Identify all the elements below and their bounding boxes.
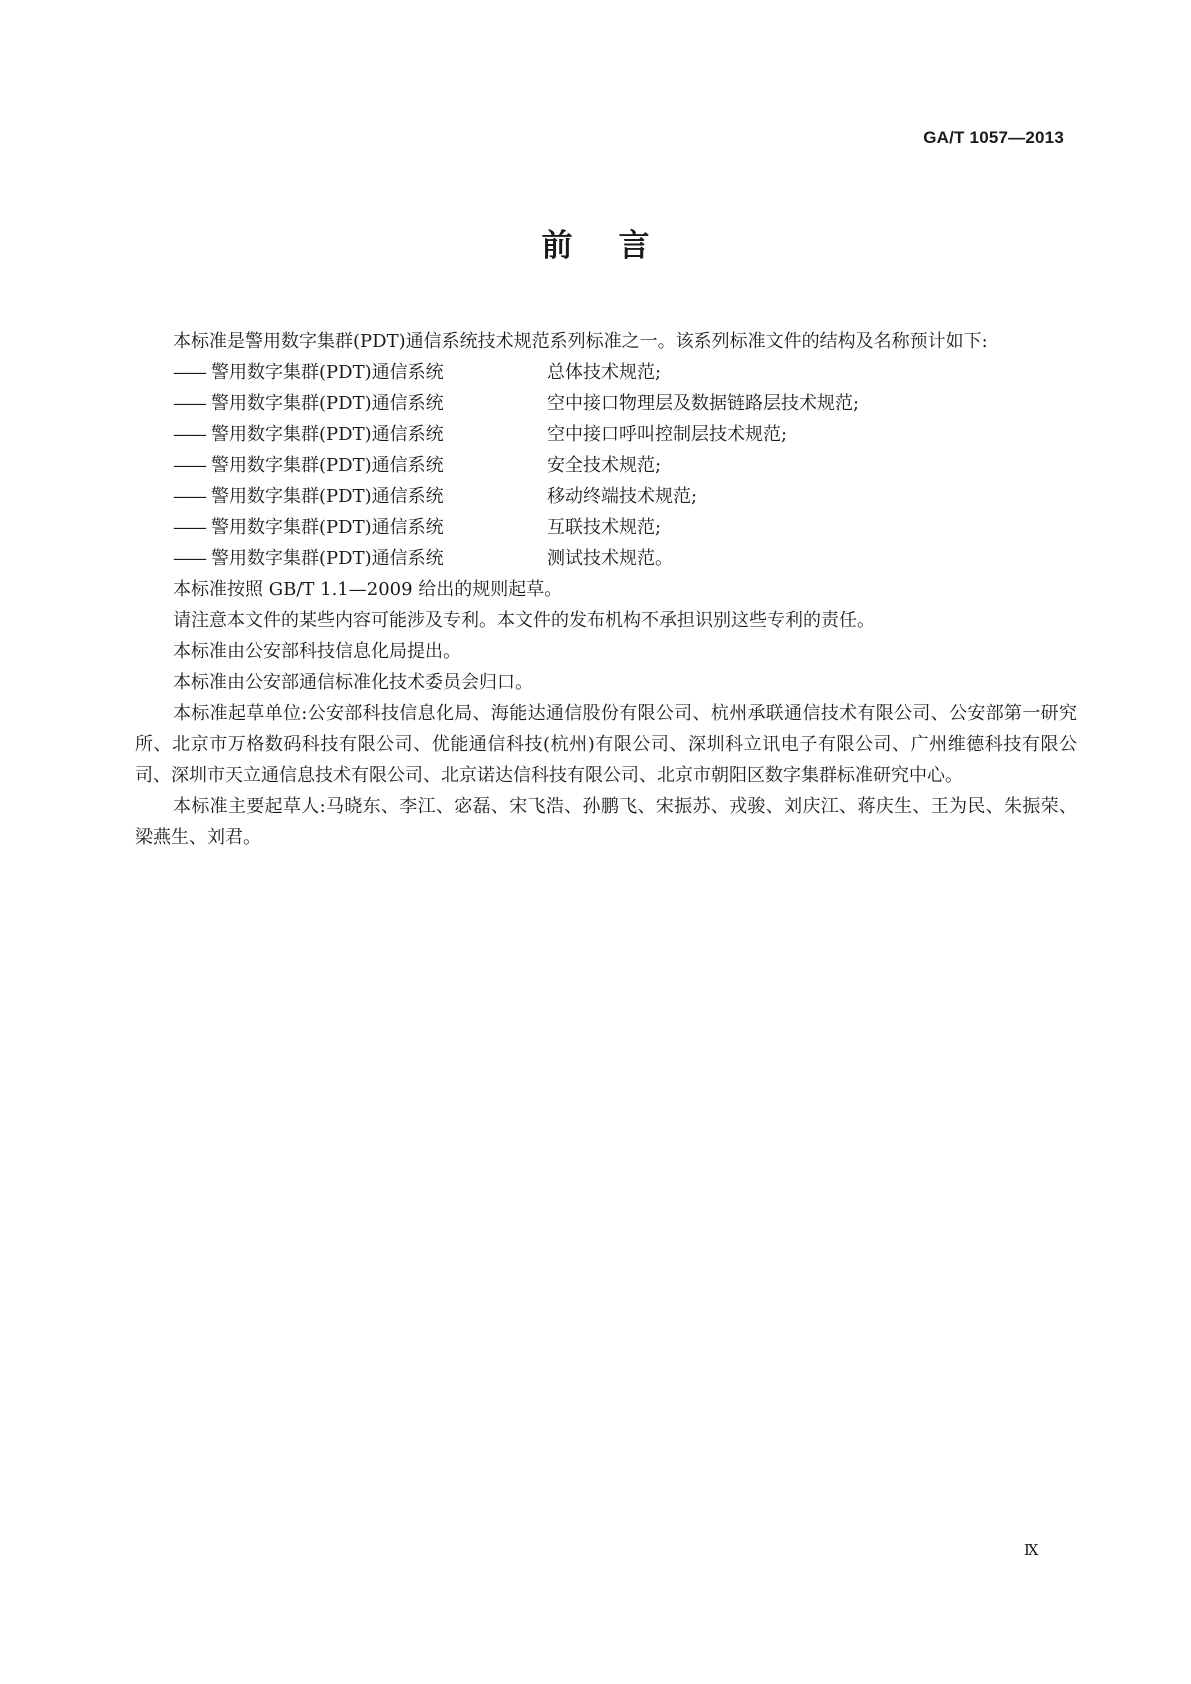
list-item	[135, 512, 1077, 543]
list-part-name: 空中接口呼叫控制层技术规范;	[547, 424, 788, 445]
page-title: 前言	[541, 228, 696, 264]
patent-notice-paragraph: 请注意本文件的某些内容可能涉及专利。本文件的发布机构不承担识别这些专利的责任。	[173, 610, 875, 631]
list-system-name: 警用数字集群(PDT)通信系统	[211, 455, 444, 476]
drafting-rules-paragraph: 本标准按照 GB/T 1.1—2009 给出的规则起草。	[173, 579, 563, 600]
list-item	[135, 481, 1077, 512]
drafters-paragraph: 本标准主要起草人:马晓东、李江、宓磊、宋飞浩、孙鹏飞、宋振苏、戎骏、刘庆江、蒋庆生、王为民、朱振荣、梁燕生、刘君。	[135, 796, 1077, 848]
list-system-name: 警用数字集群(PDT)通信系统	[211, 424, 444, 445]
drafting-units-paragraph: 本标准起草单位:公安部科技信息化局、海能达通信股份有限公司、杭州承联通信技术有限公司、公安部第一研究所、北京市万格数码科技有限公司、优能通信科技(杭州)有限公司、深圳科立讯电子有限公司、广州维德科技有限公司、深圳市天立通信息技术有限公司、北京诺达信科技有限公司、北京市朝阳区数字集群标准研究中心。	[135, 703, 1077, 786]
list-part-name: 总体技术规范;	[547, 362, 662, 383]
list-part-name: 移动终端技术规范;	[547, 486, 698, 507]
list-system-name: 警用数字集群(PDT)通信系统	[211, 548, 444, 569]
committee-paragraph: 本标准由公安部通信标准化技术委员会归口。	[173, 672, 533, 693]
list-dash: ——	[173, 393, 205, 414]
list-part-name: 空中接口物理层及数据链路层技术规范;	[547, 393, 860, 414]
page-number: Ⅸ	[1024, 1541, 1039, 1559]
list-dash: ——	[173, 548, 205, 569]
list-system-name: 警用数字集群(PDT)通信系统	[211, 362, 444, 383]
list-system-name: 警用数字集群(PDT)通信系统	[211, 517, 444, 538]
series-list	[135, 357, 1077, 574]
list-item	[135, 543, 1077, 574]
list-dash: ——	[173, 424, 205, 445]
list-dash: ——	[173, 517, 205, 538]
list-item	[135, 450, 1077, 481]
list-part-name: 安全技术规范;	[547, 455, 662, 476]
list-dash: ——	[173, 362, 205, 383]
intro-paragraph: 本标准是警用数字集群(PDT)通信系统技术规范系列标准之一。该系列标准文件的结构及名称预计如下:	[173, 331, 988, 352]
document-body	[135, 326, 1077, 853]
list-item	[135, 357, 1077, 388]
list-part-name: 测试技术规范。	[547, 548, 673, 569]
proposer-paragraph: 本标准由公安部科技信息化局提出。	[173, 641, 461, 662]
list-dash: ——	[173, 486, 205, 507]
list-dash: ——	[173, 455, 205, 476]
document-number: GA/T 1057—2013	[923, 128, 1064, 147]
list-item	[135, 419, 1077, 450]
list-system-name: 警用数字集群(PDT)通信系统	[211, 393, 444, 414]
list-item	[135, 388, 1077, 419]
list-system-name: 警用数字集群(PDT)通信系统	[211, 486, 444, 507]
list-part-name: 互联技术规范;	[547, 517, 662, 538]
